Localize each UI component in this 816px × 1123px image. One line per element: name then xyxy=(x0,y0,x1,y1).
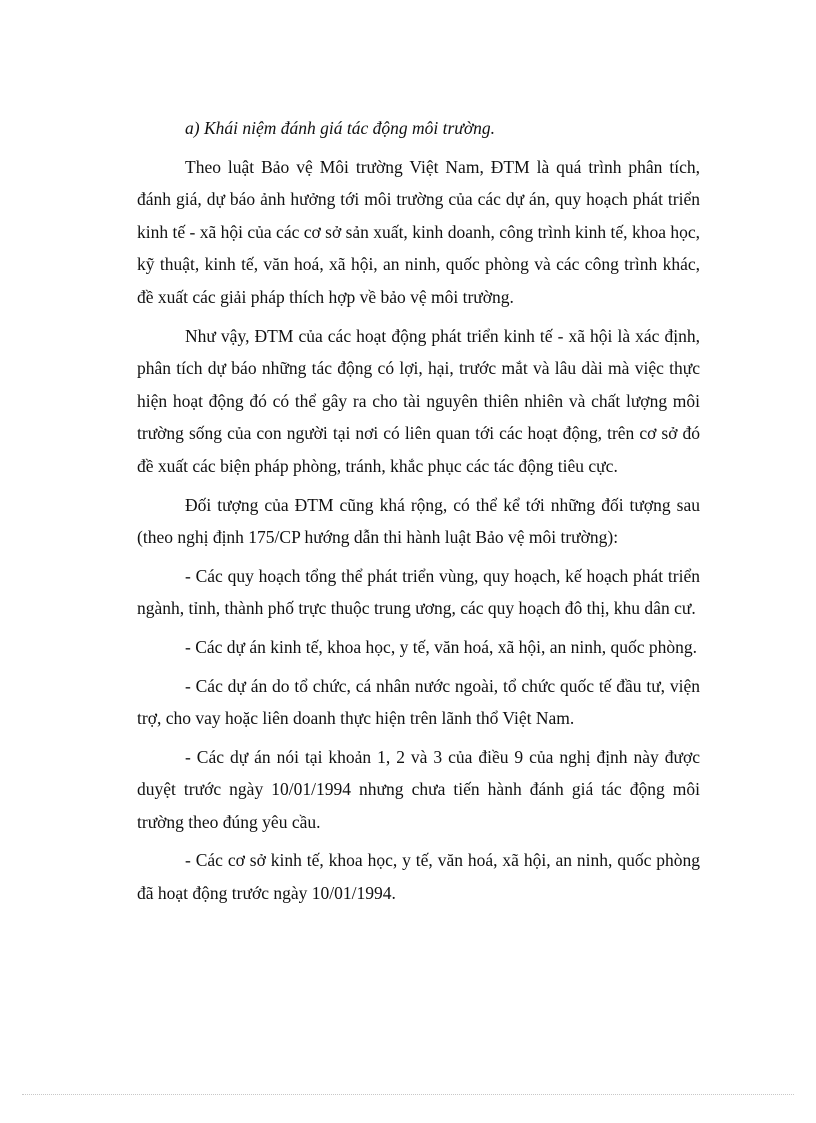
list-item-projects: - Các dự án kinh tế, khoa học, y tế, văn hoá, xã hội, an ninh, quốc phòng. xyxy=(185,636,698,657)
paragraph-definition: Theo luật Bảo vệ Môi trường Việt Nam, ĐTM là quá trình phân tích, đánh giá, dự báo ảnh hưởng tới môi trường của các dự án, quy hoạch phát triển kinh tế - xã hội của các cơ sở sản xuất, kinh doanh, công trình kinh tế, khoa học, kỹ thuật, kinh tế, văn hoá, xã hội, an ninh, quốc phòng và các công trình khác, đề xuất các giải pháp thích hợp về bảo vệ môi trường. xyxy=(137,156,700,307)
paragraph-explanation: Như vậy, ĐTM của các hoạt động phát triển kinh tế - xã hội là xác định, phân tích dự báo những tác động có lợi, hại, trước mắt và lâu dài mà việc thực hiện hoạt động đó có thể gây ra cho tài nguyên thiên nhiên và chất lượng môi trường sống của con người tại nơi có liên quan tới các hoạt động, trên cơ sở đó đề xuất các biện pháp phòng, tránh, khắc phục các tác động tiêu cực. xyxy=(137,325,700,476)
list-item-foreign-projects: - Các dự án do tổ chức, cá nhân nước ngoài, tổ chức quốc tế đầu tư, viện trợ, cho vay hoặc liên doanh thực hiện trên lãnh thổ Việt Nam. xyxy=(137,675,700,729)
paragraph-subjects-intro: Đối tượng của ĐTM cũng khá rộng, có thể kể tới những đối tượng sau (theo nghị định 175/CP hướng dẫn thi hành luật Bảo vệ môi trường): xyxy=(137,494,700,548)
section-heading: a) Khái niệm đánh giá tác động môi trường. xyxy=(185,118,496,138)
list-item-approved-projects: - Các dự án nói tại khoản 1, 2 và 3 của điều 9 của nghị định này được duyệt trước ngày 10/01/1994 nhưng chưa tiến hành đánh giá tác động môi trường theo đúng yêu cầu. xyxy=(137,746,700,832)
page-bottom-divider xyxy=(22,1094,794,1095)
list-item-existing-facilities: - Các cơ sở kinh tế, khoa học, y tế, văn hoá, xã hội, an ninh, quốc phòng đã hoạt động trước ngày 10/01/1994. xyxy=(137,850,700,904)
list-item-planning: - Các quy hoạch tổng thể phát triển vùng, quy hoạch, kế hoạch phát triển ngành, tỉnh, thành phố trực thuộc trung ương, các quy hoạch đô thị, khu dân cư. xyxy=(137,565,700,619)
document-body xyxy=(137,112,700,916)
